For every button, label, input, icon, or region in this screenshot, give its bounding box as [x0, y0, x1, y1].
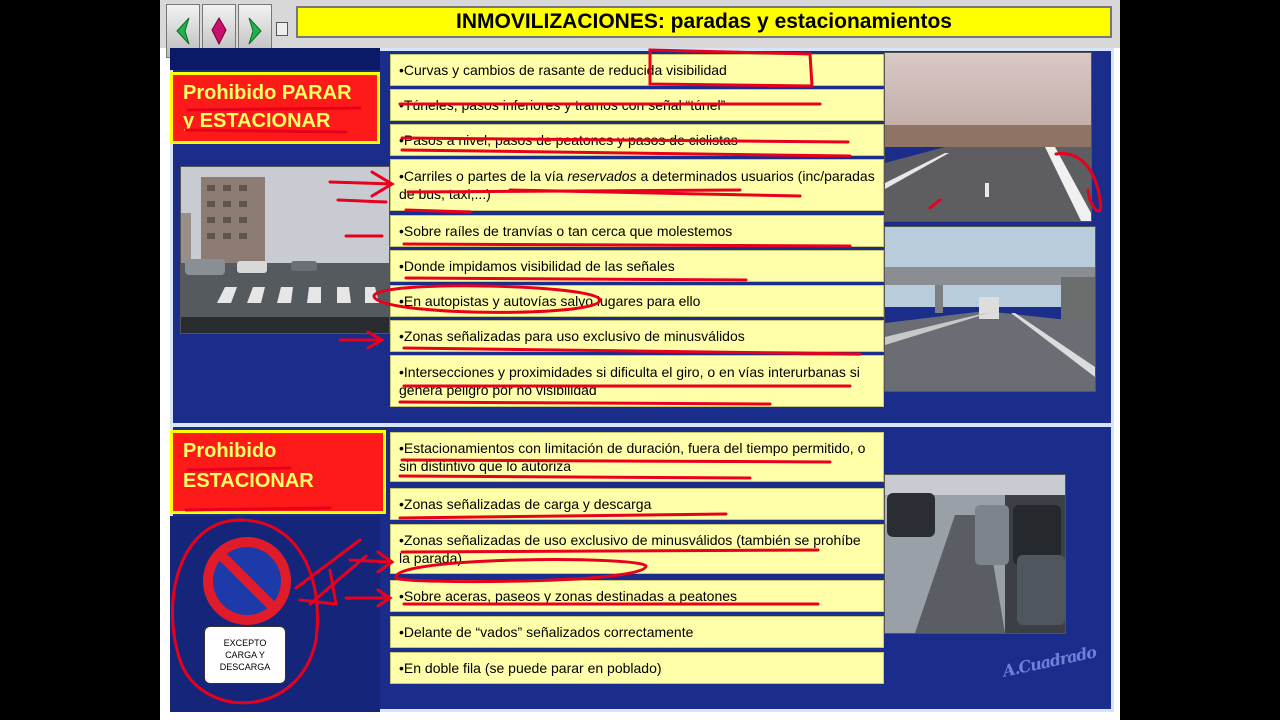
list-item: •Donde impidamos visibilidad de las señales	[390, 250, 884, 282]
photo-motorway	[884, 226, 1096, 392]
list-item: •Delante de “vados” señalizados correctamente	[390, 616, 884, 648]
window-icon	[276, 22, 288, 36]
page-title: INMOVILIZACIONES: paradas y estacionamientos	[296, 6, 1112, 38]
list-item: •En autopistas y autovías salvo lugares para ello	[390, 285, 884, 317]
list-item: •Túneles, pasos inferiores y tramos con señal “túnel”	[390, 89, 884, 121]
photo-road-rasante	[884, 52, 1092, 222]
list-item: •Sobre aceras, paseos y zonas destinadas a peatones	[390, 580, 884, 612]
arrow-left-icon	[175, 16, 191, 46]
bottom-label-line1: Prohibido	[183, 440, 277, 462]
top-label-line1: Prohibido PARAR	[183, 82, 352, 104]
list-item: •Pasos a nivel, pasos de peatones y pasos de ciclistas	[390, 124, 884, 156]
list-item-text: •Carriles o partes de la vía reservados a determinados usuarios (inc/paradas de bus, taxi,...)	[399, 168, 875, 202]
list-item: •Estacionamientos con limitación de duración, fuera del tiempo permitido, o sin distintivo que lo autoriza	[390, 432, 884, 482]
slide	[160, 0, 1120, 720]
home-icon	[210, 16, 228, 46]
list-item: •Curvas y cambios de rasante de reducida visibilidad	[390, 54, 884, 86]
list-item: •Zonas señalizadas para uso exclusivo de minusválidos	[390, 320, 884, 352]
list-item: •Intersecciones y proximidades si dificulta el giro, o en vías interurbanas si genera peligro por no visibilidad	[390, 355, 884, 407]
top-label-line2: y ESTACIONAR	[183, 110, 331, 132]
no-parking-sign-icon	[200, 534, 294, 628]
top-label	[170, 72, 380, 144]
list-item: •Zonas señalizadas de carga y descarga	[390, 488, 884, 520]
top-strip	[170, 48, 380, 70]
list-item: •En doble fila (se puede parar en poblado)	[390, 652, 884, 684]
bottom-label	[170, 430, 386, 514]
bottom-label-line2: ESTACIONAR	[183, 470, 314, 492]
list-item	[390, 159, 884, 211]
arrow-right-icon	[247, 16, 263, 46]
photo-parked-cars	[884, 474, 1066, 634]
list-item: •Sobre raíles de tranvías o tan cerca que molestemos	[390, 215, 884, 247]
emphasis: reservados	[567, 168, 637, 184]
sign-plate: EXCEPTO CARGA Y DESCARGA	[204, 626, 286, 684]
photo-city-street	[180, 166, 390, 334]
nav-bar	[160, 0, 1120, 48]
author-logo: A.Cuadrado	[1001, 642, 1098, 681]
list-item: •Zonas señalizadas de uso exclusivo de minusválidos (también se prohíbe la parada)	[390, 524, 884, 574]
